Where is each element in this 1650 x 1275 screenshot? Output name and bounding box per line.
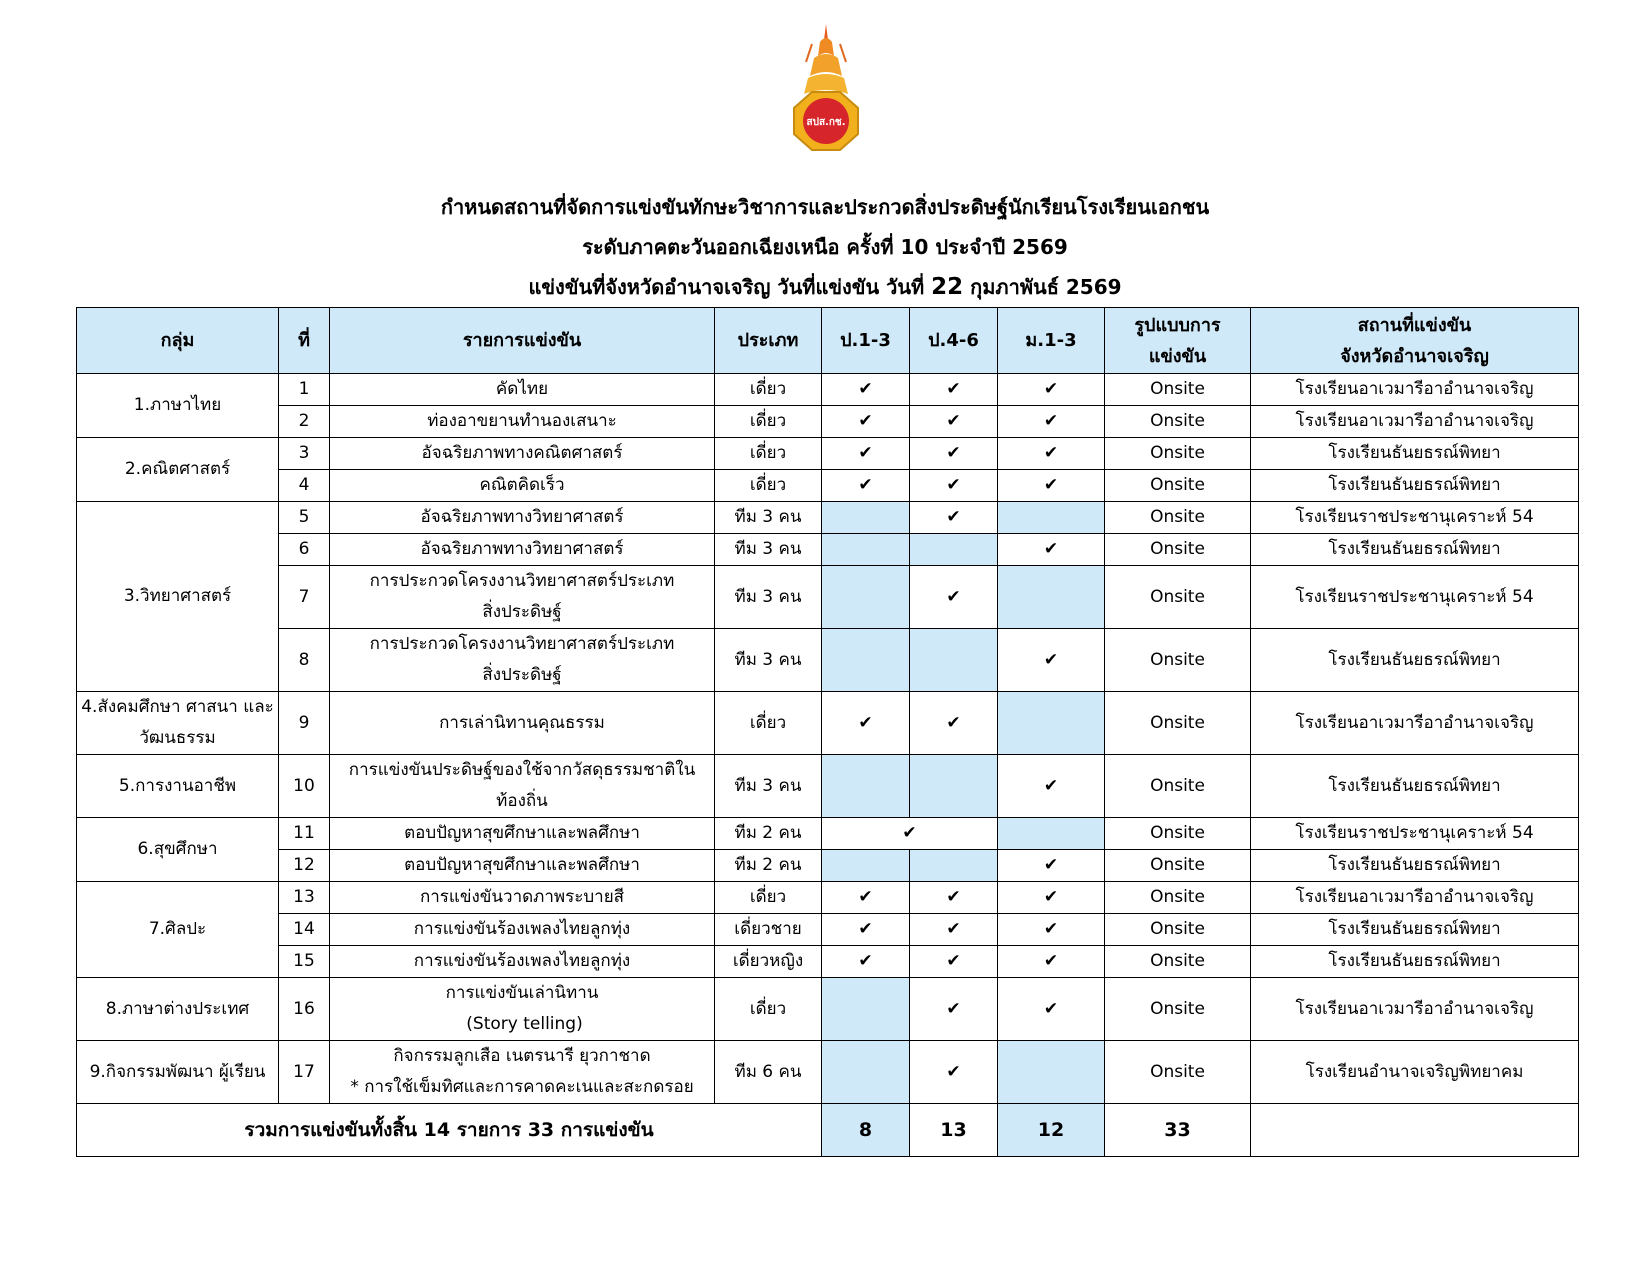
checkmark-icon: ✔ <box>1043 475 1059 495</box>
checkmark-icon: ✔ <box>858 951 873 971</box>
col-header-type: ประเภท <box>715 308 822 374</box>
checkmark-cell <box>910 374 998 406</box>
table-row <box>77 566 1579 629</box>
venue-cell: โรงเรียนธันยธรณ์พิทยา <box>1251 629 1579 692</box>
checkmark-icon: ✔ <box>902 823 917 843</box>
checkmark-cell <box>822 914 910 946</box>
event-type: ทีม 2 คน <box>715 818 822 850</box>
checkmark-icon: ✔ <box>1043 998 1059 1019</box>
event-name-line: การแข่งขันประดิษฐ์ของใช้จากวัสดุธรรมชาติใน <box>348 760 696 780</box>
row-no: 4 <box>279 470 330 502</box>
venue-cell: โรงเรียนราชประชานุเคราะห์ 54 <box>1251 566 1579 629</box>
checkmark-icon: ✔ <box>858 379 873 399</box>
format-cell: Onsite <box>1105 534 1251 566</box>
checkmark-cell <box>910 914 998 946</box>
empty-level-cell <box>910 755 998 818</box>
total-row <box>77 1104 1579 1157</box>
row-no: 10 <box>279 755 330 818</box>
table-row <box>77 692 1579 755</box>
event-name-line: การแข่งขันร้องเพลงไทยลูกทุ่ง <box>413 919 631 939</box>
table-row <box>77 914 1579 946</box>
table-row <box>77 818 1579 850</box>
checkmark-icon: ✔ <box>1043 855 1059 875</box>
event-name <box>330 946 715 978</box>
col-header-p46: ป.4-6 <box>910 308 998 374</box>
empty-level-cell <box>998 692 1105 755</box>
row-no: 12 <box>279 850 330 882</box>
empty-level-cell <box>998 818 1105 850</box>
checkmark-cell <box>910 566 998 629</box>
checkmark-cell <box>822 946 910 978</box>
event-type: เดี่ยว <box>715 882 822 914</box>
empty-level-cell <box>910 850 998 882</box>
checkmark-icon: ✔ <box>946 507 961 527</box>
checkmark-cell <box>910 1041 998 1104</box>
empty-level-cell <box>822 534 910 566</box>
event-name-line: การแข่งขันร้องเพลงไทยลูกทุ่ง <box>413 951 631 971</box>
event-name-line: การแข่งขันเล่านิทาน <box>445 983 599 1003</box>
col-header-no: ที่ <box>279 308 330 374</box>
checkmark-cell <box>998 629 1105 692</box>
row-no: 11 <box>279 818 330 850</box>
checkmark-icon: ✔ <box>1043 887 1059 907</box>
table-row <box>77 406 1579 438</box>
group-name: 9.กิจกรรมพัฒนา ผู้เรียน <box>77 1041 279 1104</box>
empty-level-cell <box>822 850 910 882</box>
empty-level-cell <box>998 502 1105 534</box>
table-header-row <box>77 308 1579 374</box>
venue-cell: โรงเรียนอาเวมารีอาอำนาจเจริญ <box>1251 374 1579 406</box>
empty-level-cell <box>822 502 910 534</box>
checkmark-icon: ✔ <box>1043 649 1059 670</box>
event-name <box>330 534 715 566</box>
total-m13: 12 <box>998 1104 1105 1157</box>
checkmark-icon: ✔ <box>858 443 873 463</box>
col-header-format <box>1105 308 1251 374</box>
table-row <box>77 946 1579 978</box>
event-type: ทีม 3 คน <box>715 755 822 818</box>
checkmark-icon: ✔ <box>946 998 961 1019</box>
venue-cell: โรงเรียนธันยธรณ์พิทยา <box>1251 755 1579 818</box>
checkmark-cell <box>910 978 998 1041</box>
checkmark-cell <box>910 692 998 755</box>
checkmark-cell <box>910 882 998 914</box>
row-no: 17 <box>279 1041 330 1104</box>
event-type: ทีม 3 คน <box>715 629 822 692</box>
checkmark-cell <box>998 534 1105 566</box>
title-line-3-suffix: กุมภาพันธ์ 2569 <box>963 275 1122 299</box>
format-cell: Onsite <box>1105 502 1251 534</box>
format-cell: Onsite <box>1105 438 1251 470</box>
event-name-line: สิ่งประดิษฐ์ <box>482 602 562 622</box>
event-name <box>330 882 715 914</box>
format-cell: Onsite <box>1105 566 1251 629</box>
checkmark-cell <box>910 470 998 502</box>
group-name: 3.วิทยาศาสตร์ <box>77 502 279 692</box>
event-name-line: อัจฉริยภาพทางวิทยาศาสตร์ <box>420 539 624 559</box>
event-name-line: คณิตคิดเร็ว <box>479 475 565 495</box>
row-no: 13 <box>279 882 330 914</box>
col-header-venue <box>1251 308 1579 374</box>
event-name <box>330 566 715 629</box>
empty-level-cell <box>822 629 910 692</box>
event-name <box>330 755 715 818</box>
checkmark-icon: ✔ <box>946 475 961 495</box>
title-line-2: ระดับภาคตะวันออกเฉียงเหนือ ครั้งที่ 10 ประจำปี 2569 <box>582 235 1068 259</box>
checkmark-cell <box>998 946 1105 978</box>
format-cell: Onsite <box>1105 978 1251 1041</box>
group-name: 1.ภาษาไทย <box>77 374 279 438</box>
school-crest-icon <box>790 22 862 152</box>
event-type: เดี่ยวหญิง <box>715 946 822 978</box>
event-name <box>330 406 715 438</box>
col-header-format-line1: รูปแบบการ <box>1134 314 1221 336</box>
event-type: ทีม 3 คน <box>715 566 822 629</box>
row-no: 15 <box>279 946 330 978</box>
checkmark-cell <box>910 946 998 978</box>
event-name <box>330 692 715 755</box>
empty-level-cell <box>910 534 998 566</box>
event-name-line: การประกวดโครงงานวิทยาศาสตร์ประเภท <box>369 634 675 654</box>
event-name <box>330 978 715 1041</box>
venue-cell: โรงเรียนอาเวมารีอาอำนาจเจริญ <box>1251 692 1579 755</box>
format-cell: Onsite <box>1105 406 1251 438</box>
event-type: เดี่ยว <box>715 470 822 502</box>
row-no: 14 <box>279 914 330 946</box>
event-type: เดี่ยว <box>715 438 822 470</box>
event-type: เดี่ยว <box>715 978 822 1041</box>
event-name <box>330 438 715 470</box>
venue-cell: โรงเรียนธันยธรณ์พิทยา <box>1251 470 1579 502</box>
event-name-line: ท้องถิ่น <box>496 791 548 811</box>
table-row <box>77 629 1579 692</box>
row-no: 5 <box>279 502 330 534</box>
event-type: ทีม 2 คน <box>715 850 822 882</box>
checkmark-cell <box>998 914 1105 946</box>
checkmark-icon: ✔ <box>946 443 961 463</box>
checkmark-cell <box>998 470 1105 502</box>
checkmark-icon: ✔ <box>1043 775 1059 796</box>
checkmark-icon: ✔ <box>858 411 873 431</box>
table-row <box>77 882 1579 914</box>
venue-cell: โรงเรียนราชประชานุเคราะห์ 54 <box>1251 818 1579 850</box>
row-no: 1 <box>279 374 330 406</box>
event-name-line: การเล่านิทานคุณธรรม <box>439 712 605 733</box>
checkmark-cell <box>910 438 998 470</box>
title-line-3 <box>0 267 1650 307</box>
event-name <box>330 470 715 502</box>
schedule-table <box>76 307 1579 1157</box>
event-name-line: ตอบปัญหาสุขศึกษาและพลศึกษา <box>404 855 640 875</box>
checkmark-cell <box>998 978 1105 1041</box>
empty-level-cell <box>998 566 1105 629</box>
checkmark-cell <box>998 755 1105 818</box>
document-title <box>0 187 1650 307</box>
event-name-line: การประกวดโครงงานวิทยาศาสตร์ประเภท <box>369 571 675 591</box>
format-cell: Onsite <box>1105 470 1251 502</box>
table-row <box>77 534 1579 566</box>
group-name: 6.สุขศึกษา <box>77 818 279 882</box>
venue-cell: โรงเรียนธันยธรณ์พิทยา <box>1251 534 1579 566</box>
event-name <box>330 818 715 850</box>
venue-cell: โรงเรียนธันยธรณ์พิทยา <box>1251 850 1579 882</box>
format-cell: Onsite <box>1105 850 1251 882</box>
total-label: รวมการแข่งขันทั้งสิ้น 14 รายการ 33 การแข่งขัน <box>77 1104 822 1157</box>
checkmark-cell <box>822 406 910 438</box>
event-type: เดี่ยว <box>715 374 822 406</box>
checkmark-icon: ✔ <box>946 411 961 431</box>
venue-cell: โรงเรียนธันยธรณ์พิทยา <box>1251 946 1579 978</box>
venue-cell: โรงเรียนอาเวมารีอาอำนาจเจริญ <box>1251 978 1579 1041</box>
format-cell: Onsite <box>1105 1041 1251 1104</box>
event-name-line: * การใช้เข็มทิศและการคาดคะเนและสะกดรอย <box>350 1077 694 1097</box>
venue-cell: โรงเรียนอำนาจเจริญพิทยาคม <box>1251 1041 1579 1104</box>
table-row <box>77 1041 1579 1104</box>
empty-level-cell <box>822 755 910 818</box>
format-cell: Onsite <box>1105 755 1251 818</box>
checkmark-icon: ✔ <box>946 586 961 607</box>
event-name <box>330 629 715 692</box>
checkmark-icon: ✔ <box>946 951 961 971</box>
table-row <box>77 755 1579 818</box>
group-name: 7.ศิลปะ <box>77 882 279 978</box>
col-header-group: กลุ่ม <box>77 308 279 374</box>
format-cell: Onsite <box>1105 374 1251 406</box>
checkmark-cell <box>822 438 910 470</box>
row-no: 7 <box>279 566 330 629</box>
checkmark-icon: ✔ <box>946 887 961 907</box>
checkmark-icon: ✔ <box>1043 951 1059 971</box>
checkmark-cell <box>822 692 910 755</box>
table-row <box>77 470 1579 502</box>
col-header-venue-line2: จังหวัดอำนาจเจริญ <box>1340 345 1489 367</box>
event-type: ทีม 3 คน <box>715 502 822 534</box>
checkmark-icon: ✔ <box>1043 379 1059 399</box>
event-name-line: อัจฉริยภาพทางวิทยาศาสตร์ <box>420 507 624 527</box>
checkmark-icon: ✔ <box>1043 919 1059 939</box>
venue-cell: โรงเรียนธันยธรณ์พิทยา <box>1251 438 1579 470</box>
logo-text: สปส.กช. <box>806 117 846 128</box>
row-no: 2 <box>279 406 330 438</box>
checkmark-cell <box>998 850 1105 882</box>
format-cell: Onsite <box>1105 629 1251 692</box>
col-header-m13: ม.1-3 <box>998 308 1105 374</box>
checkmark-cell <box>822 882 910 914</box>
table-row <box>77 374 1579 406</box>
checkmark-cell <box>998 374 1105 406</box>
event-name-line: ตอบปัญหาสุขศึกษาและพลศึกษา <box>404 823 640 843</box>
checkmark-cell <box>822 470 910 502</box>
checkmark-icon: ✔ <box>946 1061 961 1082</box>
row-no: 16 <box>279 978 330 1041</box>
format-cell: Onsite <box>1105 818 1251 850</box>
event-name <box>330 914 715 946</box>
venue-cell: โรงเรียนอาเวมารีอาอำนาจเจริญ <box>1251 882 1579 914</box>
group-name: 4.สังคมศึกษา ศาสนา และวัฒนธรรม <box>77 692 279 755</box>
event-name-line: (Story telling) <box>466 1014 583 1034</box>
event-name-line: สิ่งประดิษฐ์ <box>482 665 562 685</box>
table-row <box>77 502 1579 534</box>
col-header-venue-line1: สถานที่แข่งขัน <box>1357 314 1472 336</box>
event-name <box>330 502 715 534</box>
col-header-event: รายการแข่งขัน <box>330 308 715 374</box>
total-p46: 13 <box>910 1104 998 1157</box>
format-cell: Onsite <box>1105 692 1251 755</box>
checkmark-cell <box>998 438 1105 470</box>
event-type: เดี่ยว <box>715 406 822 438</box>
col-header-p13: ป.1-3 <box>822 308 910 374</box>
checkmark-icon: ✔ <box>946 712 961 733</box>
checkmark-cell <box>822 374 910 406</box>
checkmark-icon: ✔ <box>858 712 873 733</box>
checkmark-cell <box>998 406 1105 438</box>
title-line-3-prefix: แข่งขันที่จังหวัดอำนาจเจริญ วันที่แข่งขัน วันที่ <box>528 275 932 299</box>
total-venue-empty <box>1251 1104 1579 1157</box>
event-name <box>330 374 715 406</box>
event-type: ทีม 6 คน <box>715 1041 822 1104</box>
event-name <box>330 1041 715 1104</box>
empty-level-cell <box>822 566 910 629</box>
venue-cell: โรงเรียนธันยธรณ์พิทยา <box>1251 914 1579 946</box>
group-name: 2.คณิตศาสตร์ <box>77 438 279 502</box>
group-name: 8.ภาษาต่างประเทศ <box>77 978 279 1041</box>
checkmark-icon: ✔ <box>1043 539 1059 559</box>
event-name-line: การแข่งขันวาดภาพระบายสี <box>419 887 625 907</box>
checkmark-icon: ✔ <box>1043 443 1059 463</box>
col-header-format-line2: แข่งขัน <box>1148 345 1207 367</box>
event-type: เดี่ยวชาย <box>715 914 822 946</box>
checkmark-icon: ✔ <box>1043 411 1059 431</box>
table-row <box>77 438 1579 470</box>
event-name-line: ท่องอาขยานทำนองเสนาะ <box>427 411 617 431</box>
checkmark-cell <box>910 406 998 438</box>
event-name <box>330 850 715 882</box>
total-all: 33 <box>1105 1104 1251 1157</box>
row-no: 6 <box>279 534 330 566</box>
checkmark-icon: ✔ <box>946 379 961 399</box>
group-name: 5.การงานอาชีพ <box>77 755 279 818</box>
table-row <box>77 850 1579 882</box>
checkmark-icon: ✔ <box>946 919 961 939</box>
total-p13: 8 <box>822 1104 910 1157</box>
title-line-3-day: 22 <box>931 274 964 300</box>
row-no: 9 <box>279 692 330 755</box>
event-name-line: อัจฉริยภาพทางคณิตศาสตร์ <box>421 443 623 463</box>
format-cell: Onsite <box>1105 914 1251 946</box>
venue-cell: โรงเรียนอาเวมารีอาอำนาจเจริญ <box>1251 406 1579 438</box>
row-no: 8 <box>279 629 330 692</box>
empty-level-cell <box>822 978 910 1041</box>
event-name-line: กิจกรรมลูกเสือ เนตรนารี ยุวกาชาด <box>393 1046 651 1066</box>
checkmark-cell <box>910 502 998 534</box>
event-name-line: คัดไทย <box>495 379 549 399</box>
event-type: ทีม 3 คน <box>715 534 822 566</box>
format-cell: Onsite <box>1105 946 1251 978</box>
title-line-1: กำหนดสถานที่จัดการแข่งขันทักษะวิชาการและประกวดสิ่งประดิษฐ์นักเรียนโรงเรียนเอกชน <box>440 195 1210 219</box>
row-no: 3 <box>279 438 330 470</box>
empty-level-cell <box>822 1041 910 1104</box>
checkmark-icon: ✔ <box>858 919 873 939</box>
checkmark-cell <box>822 818 998 850</box>
empty-level-cell <box>998 1041 1105 1104</box>
empty-level-cell <box>910 629 998 692</box>
checkmark-icon: ✔ <box>858 887 873 907</box>
format-cell: Onsite <box>1105 882 1251 914</box>
checkmark-cell <box>998 882 1105 914</box>
event-type: เดี่ยว <box>715 692 822 755</box>
venue-cell: โรงเรียนราชประชานุเคราะห์ 54 <box>1251 502 1579 534</box>
checkmark-icon: ✔ <box>858 475 873 495</box>
table-row <box>77 978 1579 1041</box>
